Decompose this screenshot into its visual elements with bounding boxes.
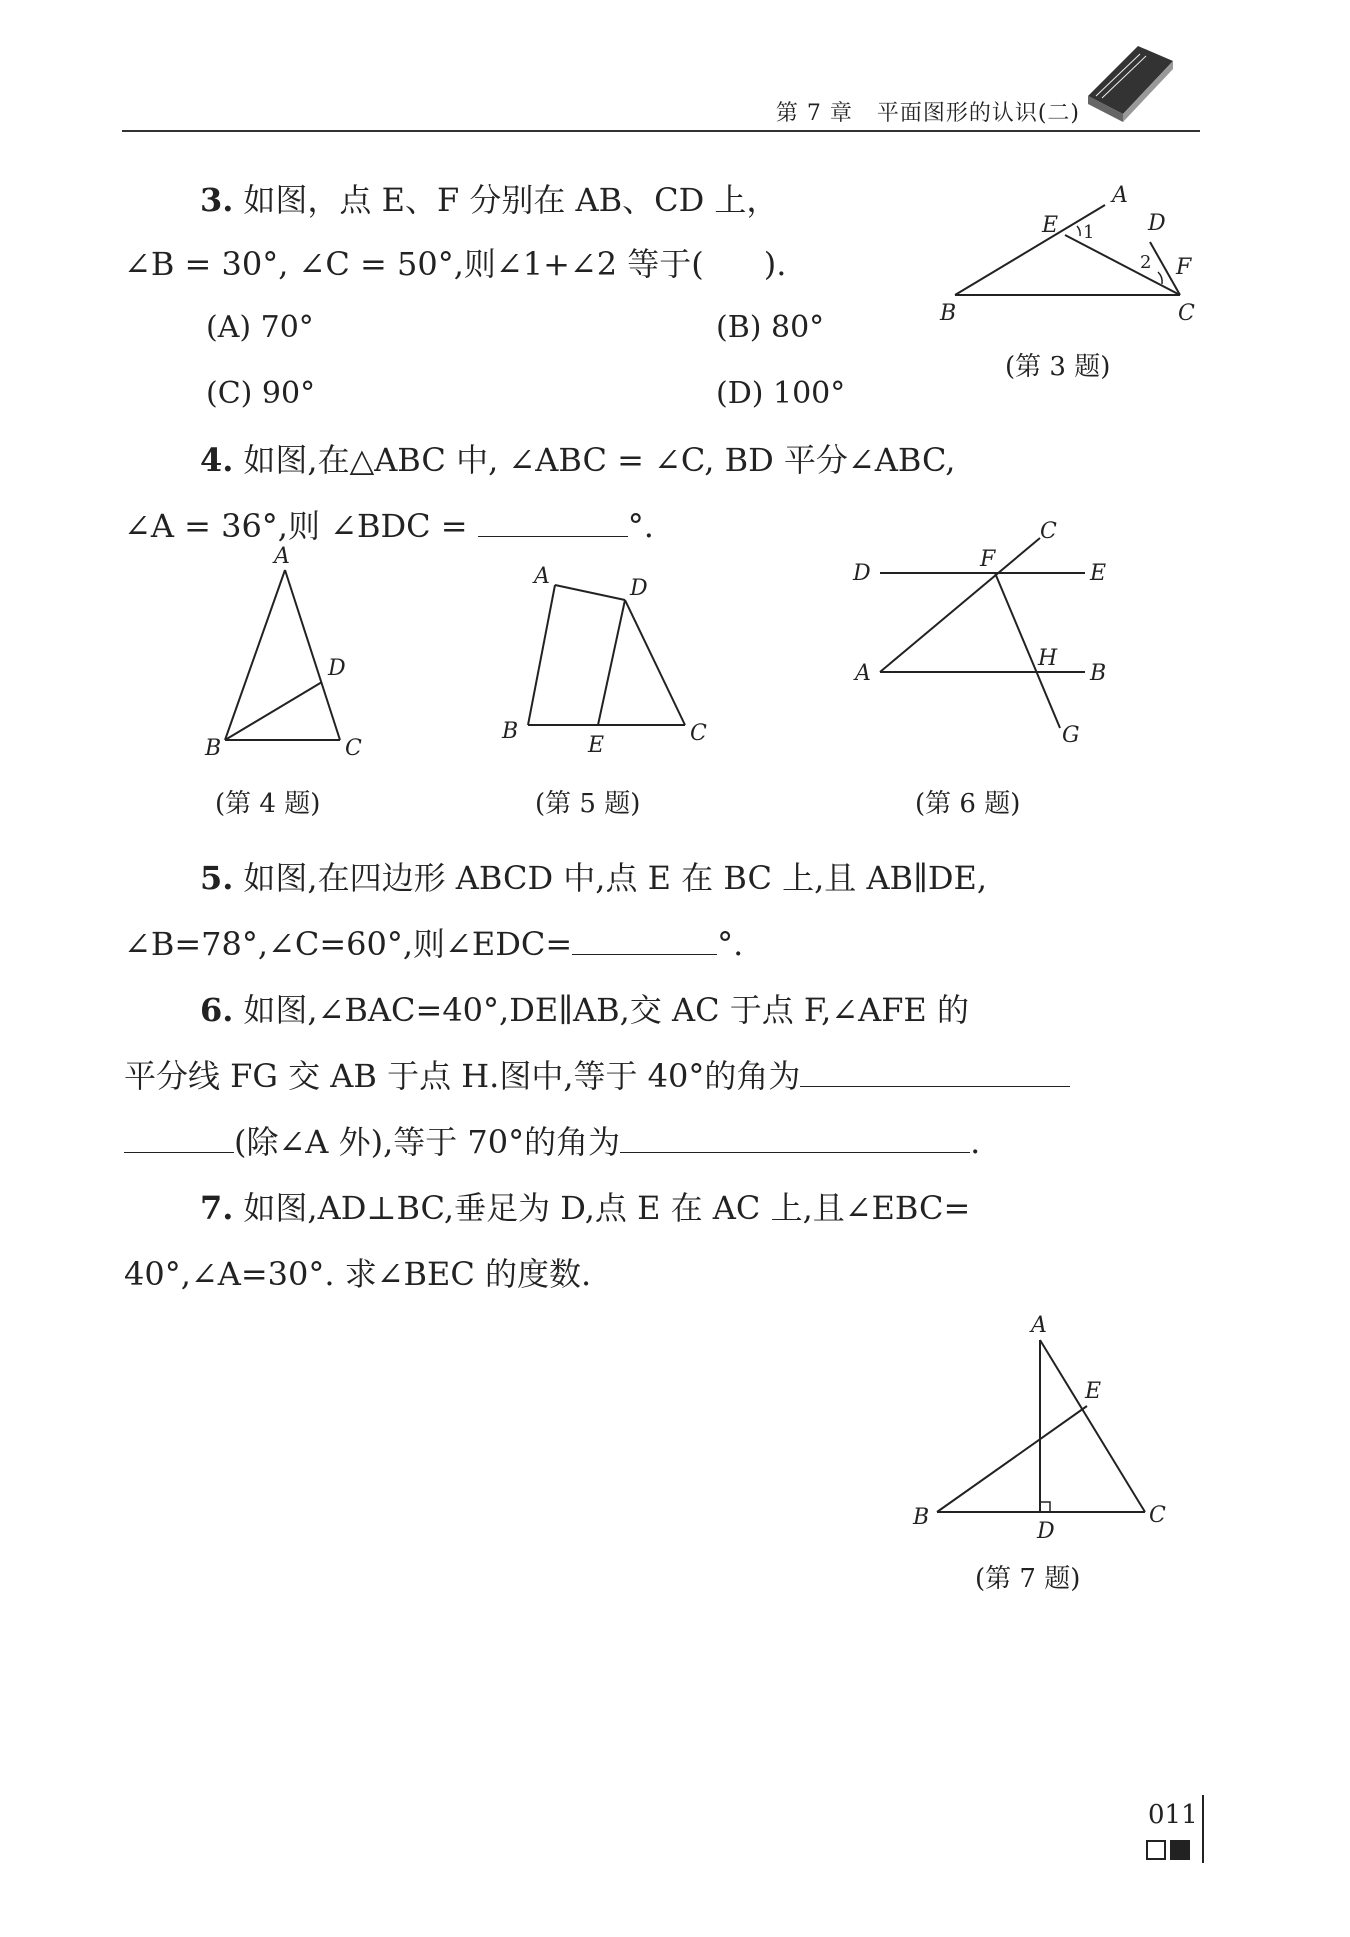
- q4-line2: [124, 506, 654, 546]
- q7-line1: [200, 1188, 970, 1228]
- caption-5: (第 5 题): [535, 789, 641, 819]
- figure-7: [905, 1310, 1185, 1554]
- fig7-label-a: A: [1031, 1313, 1047, 1338]
- fig7-label-c: C: [1149, 1503, 1166, 1528]
- q4-answer-blank[interactable]: [478, 508, 628, 537]
- q6-number: 6.: [200, 991, 234, 1029]
- fig3-label-a: A: [1112, 183, 1128, 208]
- q4-number: 4.: [200, 441, 234, 479]
- q3-option-a: (A) 70°: [206, 310, 314, 345]
- fig4-label-c: C: [345, 736, 362, 761]
- q5-line1: [200, 858, 987, 898]
- fig3-label-1: 1: [1083, 222, 1095, 243]
- caption-4: (第 4 题): [215, 789, 321, 819]
- q3-line1: [200, 180, 778, 220]
- caption-6: (第 6 题): [915, 789, 1021, 819]
- header-rule: [122, 130, 1200, 132]
- q5-line2: [124, 924, 743, 964]
- q5-text-2b: °.: [717, 925, 744, 963]
- q6-text-2: 平分线 FG 交 AB 于点 H.图中,等于 40°的角为: [124, 1057, 801, 1095]
- q6-answer-blank-2[interactable]: [620, 1124, 970, 1153]
- fig5-label-e: E: [588, 733, 605, 758]
- q5-text-1: 如图,在四边形 ABCD 中,点 E 在 BC 上,且 AB∥DE,: [243, 859, 988, 897]
- fig3-label-c: C: [1178, 301, 1195, 326]
- fig5-label-a: A: [534, 564, 550, 589]
- fig3-label-d: D: [1148, 211, 1166, 236]
- fig4-label-b: B: [205, 736, 222, 761]
- q3-line2: [124, 244, 786, 284]
- fig6-label-e: E: [1090, 561, 1107, 586]
- q6-line1: [200, 990, 969, 1030]
- chapter-name: 平面图形的认识(二): [876, 101, 1080, 126]
- fig6-label-f: F: [980, 547, 996, 572]
- q7-line2: [124, 1254, 591, 1294]
- figure-3: [940, 180, 1200, 334]
- caption-7: (第 7 题): [975, 1564, 1081, 1594]
- page-header: [122, 82, 1200, 132]
- q5-text-2a: ∠B=78°,∠C=60°,则∠EDC=: [124, 925, 573, 963]
- q3-text-2b: ).: [763, 245, 787, 283]
- filled-square-icon: [1170, 1840, 1190, 1860]
- fig4-label-d: D: [328, 656, 346, 681]
- fig6-label-a: A: [855, 661, 871, 686]
- fig7-label-e: E: [1085, 1379, 1102, 1404]
- chapter-number: 第 7 章: [775, 101, 853, 126]
- q4-text-2a: ∠A = 36°,则 ∠BDC =: [124, 507, 468, 545]
- q6-answer-blank-1b[interactable]: [124, 1124, 234, 1153]
- q7-text-2: 40°,∠A=30°. 求∠BEC 的度数.: [124, 1255, 592, 1293]
- fig5-label-d: D: [630, 576, 648, 601]
- q6-line3: [124, 1122, 980, 1162]
- fig6-label-d: D: [853, 561, 871, 586]
- fig6-label-b: B: [1090, 661, 1107, 686]
- q3-text-2a: ∠B = 30°, ∠C = 50°,则∠1+∠2 等于(: [124, 245, 704, 283]
- q3-option-d: (D) 100°: [716, 376, 846, 411]
- hollow-square-icon: [1146, 1840, 1166, 1860]
- q7-text-1: 如图,AD⊥BC,垂足为 D,点 E 在 AC 上,且∠EBC=: [243, 1189, 971, 1227]
- q4-text-2b: °.: [627, 507, 654, 545]
- q4-line1: [200, 440, 955, 480]
- fig5-label-b: B: [502, 719, 519, 744]
- chapter-title: [776, 96, 1080, 127]
- q5-answer-blank[interactable]: [572, 926, 717, 955]
- book-icon: [1078, 36, 1178, 124]
- q6-text-3b: .: [970, 1123, 981, 1161]
- q3-option-c: (C) 90°: [206, 376, 316, 411]
- fig7-label-d: D: [1037, 1519, 1055, 1544]
- fig3-label-2: 2: [1140, 252, 1152, 273]
- q3-option-b: (B) 80°: [716, 310, 825, 345]
- q5-number: 5.: [200, 859, 234, 897]
- caption-3: (第 3 题): [1005, 352, 1111, 382]
- q6-answer-blank-1a[interactable]: [800, 1058, 1070, 1087]
- fig7-label-b: B: [913, 1505, 930, 1530]
- fig4-label-a: A: [274, 544, 290, 569]
- q6-text-3a: (除∠A 外),等于 70°的角为: [234, 1123, 621, 1161]
- q6-text-1: 如图,∠BAC=40°,DE∥AB,交 AC 于点 F,∠AFE 的: [243, 991, 969, 1029]
- fig3-label-b: B: [940, 301, 957, 326]
- fig3-label-f: F: [1176, 255, 1192, 280]
- fig5-label-c: C: [690, 721, 707, 746]
- fig3-label-e: E: [1042, 213, 1059, 238]
- q6-line2: [124, 1056, 1070, 1096]
- page-number-rule: [1202, 1795, 1204, 1863]
- q3-text-1: 如图，点 E、F 分别在 AB、CD 上，: [243, 181, 779, 219]
- page-number: 011: [1148, 1800, 1198, 1830]
- figure-5: [500, 565, 720, 769]
- q3-number: 3.: [200, 181, 234, 219]
- q7-number: 7.: [200, 1189, 234, 1227]
- figure-6: [850, 510, 1120, 754]
- fig6-label-c: C: [1040, 519, 1057, 544]
- figure-4: [200, 545, 380, 764]
- fig6-label-g: G: [1062, 723, 1080, 748]
- fig6-label-h: H: [1038, 646, 1058, 671]
- q4-text-1: 如图,在△ABC 中, ∠ABC = ∠C, BD 平分∠ABC,: [243, 441, 956, 479]
